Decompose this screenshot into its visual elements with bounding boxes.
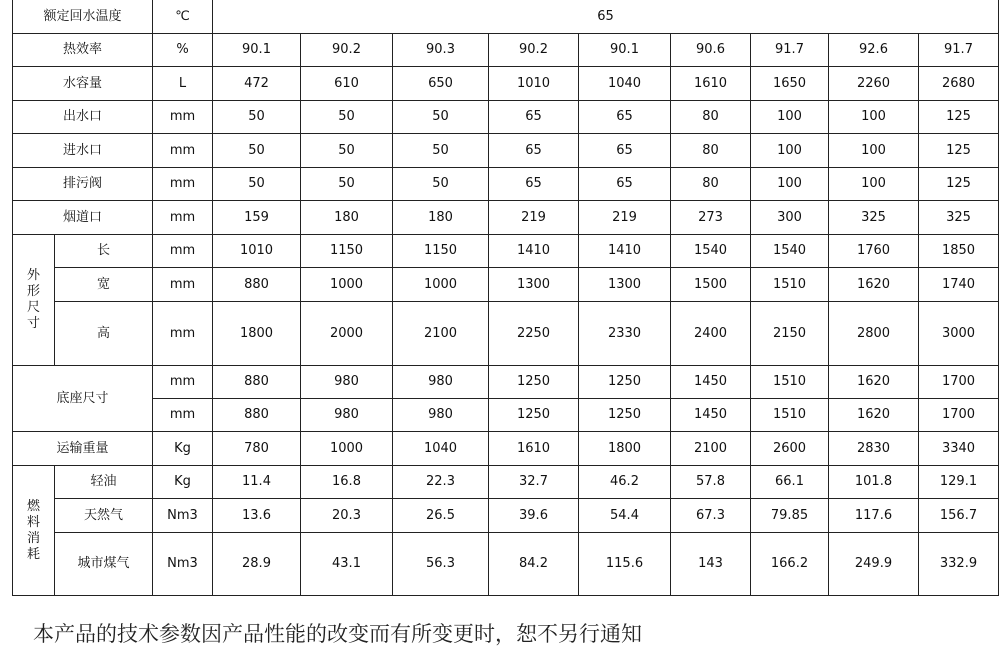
table-row [13, 399, 999, 432]
value-cell: 100 [829, 168, 919, 201]
value-cell: 115.6 [579, 533, 671, 596]
value-cell: 1620 [829, 268, 919, 302]
value-cell: 90.6 [671, 34, 751, 67]
value-cell: 1700 [919, 366, 999, 399]
value-cell: 50 [393, 101, 489, 134]
value-cell: 650 [393, 67, 489, 101]
value-cell: 125 [919, 101, 999, 134]
value-cell: 980 [393, 399, 489, 432]
dimensions-group-label [13, 235, 55, 366]
group-char: 尺 [26, 300, 40, 315]
value-cell: 1620 [829, 366, 919, 399]
value-cell: 880 [213, 399, 301, 432]
table-row [13, 0, 999, 34]
value-cell: 50 [301, 134, 393, 168]
unit-cell: mm [153, 399, 213, 432]
value-cell: 50 [393, 134, 489, 168]
value-cell: 249.9 [829, 533, 919, 596]
value-cell: 1610 [489, 432, 579, 466]
value-cell: 1800 [213, 302, 301, 366]
value-cell: 300 [751, 201, 829, 235]
table-row [13, 101, 999, 134]
unit-cell: mm [153, 201, 213, 235]
value-cell: 1540 [751, 235, 829, 268]
value-cell: 67.3 [671, 499, 751, 533]
value-cell: 11.4 [213, 466, 301, 499]
row-label: 城市煤气 [55, 533, 153, 596]
value-cell: 79.85 [751, 499, 829, 533]
unit-cell: mm [153, 366, 213, 399]
value-cell: 1500 [671, 268, 751, 302]
table-row [13, 499, 999, 533]
value-cell: 65 [489, 168, 579, 201]
value-cell: 46.2 [579, 466, 671, 499]
value-cell: 65 [213, 0, 999, 34]
value-cell: 1000 [393, 268, 489, 302]
value-cell: 1540 [671, 235, 751, 268]
row-label: 运输重量 [13, 432, 153, 466]
value-cell: 3340 [919, 432, 999, 466]
value-cell: 2150 [751, 302, 829, 366]
group-char: 形 [26, 284, 40, 299]
value-cell: 1010 [489, 67, 579, 101]
value-cell: 43.1 [301, 533, 393, 596]
value-cell: 100 [751, 101, 829, 134]
value-cell: 1010 [213, 235, 301, 268]
value-cell: 65 [579, 134, 671, 168]
value-cell: 90.3 [393, 34, 489, 67]
value-cell: 2830 [829, 432, 919, 466]
value-cell: 1510 [751, 399, 829, 432]
value-cell: 2680 [919, 67, 999, 101]
table-row [13, 268, 999, 302]
group-char: 耗 [26, 546, 40, 562]
value-cell: 180 [301, 201, 393, 235]
group-char: 燃 [26, 498, 40, 514]
value-cell: 1250 [489, 366, 579, 399]
value-cell: 90.2 [489, 34, 579, 67]
row-label: 高 [55, 302, 153, 366]
value-cell: 28.9 [213, 533, 301, 596]
value-cell: 65 [489, 134, 579, 168]
unit-cell: mm [153, 268, 213, 302]
table-row [13, 67, 999, 101]
value-cell: 50 [301, 101, 393, 134]
value-cell: 101.8 [829, 466, 919, 499]
table-row [13, 235, 999, 268]
value-cell: 80 [671, 134, 751, 168]
fuel-consumption-group-label [13, 466, 55, 596]
value-cell: 1450 [671, 366, 751, 399]
value-cell: 1740 [919, 268, 999, 302]
row-label: 长 [55, 235, 153, 268]
value-cell: 65 [579, 101, 671, 134]
unit-cell: % [153, 34, 213, 67]
value-cell: 2100 [671, 432, 751, 466]
value-cell: 65 [489, 101, 579, 134]
value-cell: 22.3 [393, 466, 489, 499]
value-cell: 980 [301, 366, 393, 399]
value-cell: 65 [579, 168, 671, 201]
row-label: 底座尺寸 [13, 366, 153, 432]
value-cell: 1850 [919, 235, 999, 268]
value-cell: 166.2 [751, 533, 829, 596]
value-cell: 125 [919, 168, 999, 201]
value-cell: 32.7 [489, 466, 579, 499]
row-label: 排污阀 [13, 168, 153, 201]
value-cell: 1300 [579, 268, 671, 302]
row-label: 烟道口 [13, 201, 153, 235]
table-row [13, 134, 999, 168]
value-cell: 1610 [671, 67, 751, 101]
value-cell: 1620 [829, 399, 919, 432]
row-label: 热效率 [13, 34, 153, 67]
value-cell: 54.4 [579, 499, 671, 533]
value-cell: 125 [919, 134, 999, 168]
value-cell: 39.6 [489, 499, 579, 533]
unit-cell: ℃ [153, 0, 213, 34]
table-row [13, 533, 999, 596]
value-cell: 1410 [489, 235, 579, 268]
value-cell: 91.7 [919, 34, 999, 67]
value-cell: 1040 [579, 67, 671, 101]
value-cell: 1700 [919, 399, 999, 432]
value-cell: 1510 [751, 268, 829, 302]
value-cell: 980 [393, 366, 489, 399]
table-row [13, 201, 999, 235]
unit-cell: Kg [153, 466, 213, 499]
value-cell: 84.2 [489, 533, 579, 596]
value-cell: 980 [301, 399, 393, 432]
value-cell: 117.6 [829, 499, 919, 533]
value-cell: 90.2 [301, 34, 393, 67]
value-cell: 50 [301, 168, 393, 201]
group-char: 外 [26, 268, 40, 283]
table-row [13, 168, 999, 201]
unit-cell: L [153, 67, 213, 101]
unit-cell: mm [153, 168, 213, 201]
value-cell: 57.8 [671, 466, 751, 499]
value-cell: 219 [579, 201, 671, 235]
value-cell: 2100 [393, 302, 489, 366]
value-cell: 1000 [301, 268, 393, 302]
value-cell: 325 [919, 201, 999, 235]
value-cell: 100 [829, 101, 919, 134]
unit-cell: Kg [153, 432, 213, 466]
group-char: 料 [26, 514, 40, 530]
value-cell: 80 [671, 168, 751, 201]
value-cell: 56.3 [393, 533, 489, 596]
value-cell: 1150 [301, 235, 393, 268]
value-cell: 50 [213, 134, 301, 168]
value-cell: 50 [393, 168, 489, 201]
row-label: 水容量 [13, 67, 153, 101]
table-row [13, 34, 999, 67]
table-row [13, 302, 999, 366]
row-label: 天然气 [55, 499, 153, 533]
value-cell: 880 [213, 268, 301, 302]
value-cell: 2000 [301, 302, 393, 366]
row-label: 进水口 [13, 134, 153, 168]
value-cell: 332.9 [919, 533, 999, 596]
value-cell: 1000 [301, 432, 393, 466]
value-cell: 1410 [579, 235, 671, 268]
value-cell: 1650 [751, 67, 829, 101]
table-row [13, 432, 999, 466]
value-cell: 100 [829, 134, 919, 168]
value-cell: 80 [671, 101, 751, 134]
value-cell: 1040 [393, 432, 489, 466]
value-cell: 90.1 [579, 34, 671, 67]
value-cell: 1250 [579, 399, 671, 432]
row-label: 宽 [55, 268, 153, 302]
row-label: 轻油 [55, 466, 153, 499]
value-cell: 92.6 [829, 34, 919, 67]
unit-cell: mm [153, 134, 213, 168]
disclaimer-note: 本产品的技术参数因产品性能的改变而有所变更时，恕不另行通知 [33, 622, 642, 646]
value-cell: 50 [213, 101, 301, 134]
value-cell: 880 [213, 366, 301, 399]
value-cell: 1800 [579, 432, 671, 466]
value-cell: 1300 [489, 268, 579, 302]
spec-table [12, 0, 999, 596]
value-cell: 472 [213, 67, 301, 101]
value-cell: 610 [301, 67, 393, 101]
value-cell: 1150 [393, 235, 489, 268]
unit-cell: mm [153, 302, 213, 366]
value-cell: 780 [213, 432, 301, 466]
value-cell: 2600 [751, 432, 829, 466]
group-char: 寸 [26, 316, 40, 331]
row-label: 额定回水温度 [13, 0, 153, 34]
value-cell: 16.8 [301, 466, 393, 499]
value-cell: 1250 [579, 366, 671, 399]
value-cell: 26.5 [393, 499, 489, 533]
value-cell: 156.7 [919, 499, 999, 533]
value-cell: 1760 [829, 235, 919, 268]
value-cell: 2800 [829, 302, 919, 366]
unit-cell: mm [153, 101, 213, 134]
value-cell: 50 [213, 168, 301, 201]
value-cell: 129.1 [919, 466, 999, 499]
value-cell: 20.3 [301, 499, 393, 533]
table-row [13, 466, 999, 499]
value-cell: 180 [393, 201, 489, 235]
value-cell: 2400 [671, 302, 751, 366]
value-cell: 1510 [751, 366, 829, 399]
row-label: 出水口 [13, 101, 153, 134]
value-cell: 100 [751, 134, 829, 168]
value-cell: 219 [489, 201, 579, 235]
value-cell: 1450 [671, 399, 751, 432]
value-cell: 2330 [579, 302, 671, 366]
group-char: 消 [26, 530, 40, 546]
unit-cell: Nm3 [153, 499, 213, 533]
value-cell: 90.1 [213, 34, 301, 67]
value-cell: 159 [213, 201, 301, 235]
value-cell: 325 [829, 201, 919, 235]
value-cell: 143 [671, 533, 751, 596]
table-row [13, 366, 999, 399]
unit-cell: Nm3 [153, 533, 213, 596]
unit-cell: mm [153, 235, 213, 268]
value-cell: 2260 [829, 67, 919, 101]
value-cell: 2250 [489, 302, 579, 366]
value-cell: 91.7 [751, 34, 829, 67]
value-cell: 100 [751, 168, 829, 201]
value-cell: 66.1 [751, 466, 829, 499]
value-cell: 1250 [489, 399, 579, 432]
value-cell: 273 [671, 201, 751, 235]
value-cell: 3000 [919, 302, 999, 366]
value-cell: 13.6 [213, 499, 301, 533]
